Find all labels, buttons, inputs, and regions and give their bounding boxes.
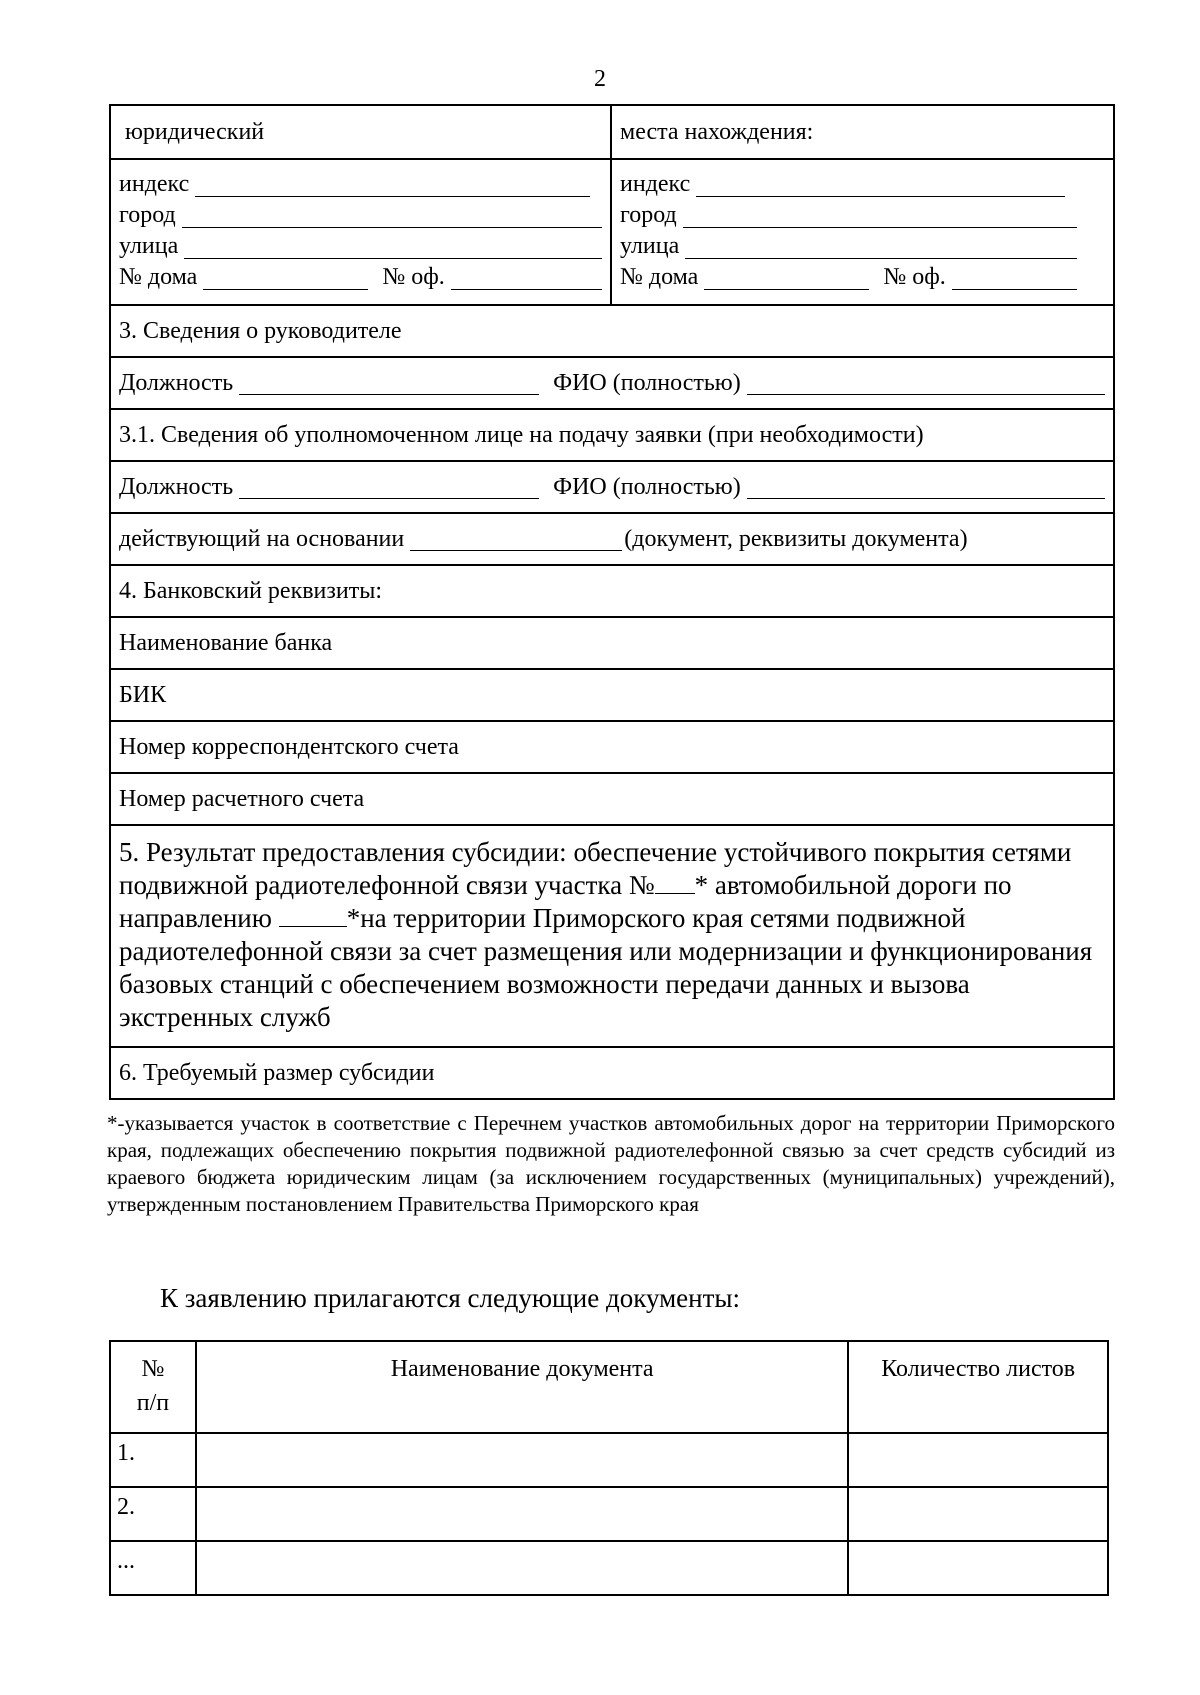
page-number: 2 [594,66,606,92]
row-name[interactable] [196,1487,848,1541]
actual-office-field[interactable] [952,267,1077,290]
section3-1-basis-row [111,512,1113,564]
section3-title: 3. Сведения о руководителе [111,304,1113,356]
actual-house-label: № дома [620,264,699,290]
row-num: 2. [110,1487,196,1541]
section3-fio-field[interactable] [747,372,1105,395]
section3-1-fields-row [111,460,1113,512]
row-count[interactable] [848,1541,1108,1595]
legal-street-field[interactable] [184,236,602,259]
section3-fio-label: ФИО (полностью) [553,369,741,396]
actual-index-label: индекс [620,171,691,197]
attachments-header-row [110,1341,1108,1433]
row-count[interactable] [848,1487,1108,1541]
legal-city-field[interactable] [182,205,602,228]
section5-text-part3: *на территории Приморского края сетями подвижной радиотелефонной связи за счет размещения или модернизации и функционирования базовых станций с обеспечением возможности передачи данных и вызова экстренных служб [119,903,1093,1032]
basis-field[interactable] [410,528,622,551]
legal-office-label: № оф. [382,264,445,290]
row-name[interactable] [196,1433,848,1487]
footnote: *-указывается участок в соответствие с Перечнем участков автомобильных дорог на территории Приморского края, подлежащих обеспечению покрытия подвижной радиотелефонной связью за счет средств субсидий из краевого бюджета юридическим лицам (за исключением государственных (муниципальных) учреждений), утвержденным постановлением Правительства Приморского края [107,1111,1115,1216]
section3-1-title: 3.1. Сведения об уполномоченном лице на подачу заявки (при необходимости) [111,408,1113,460]
table-row [110,1433,1108,1487]
actual-address-heading: места нахождения: [620,118,814,145]
section6-title: 6. Требуемый размер субсидии [111,1046,1113,1098]
section5-text-part2: * автомобильной дороги по направлению [119,870,1012,933]
header-count: Количество листов [848,1341,1108,1433]
row-count[interactable] [848,1433,1108,1487]
actual-city-field[interactable] [683,205,1077,228]
legal-office-field[interactable] [451,267,602,290]
actual-street-label: улица [620,233,680,259]
section3-position-label: Должность [119,369,234,396]
section3-1-fio-label: ФИО (полностью) [553,473,741,500]
actual-house-field[interactable] [704,267,869,290]
legal-street-label: улица [119,233,179,259]
section5-text-part1: 5. Результат предоставления субсидии: обеспечение устойчивого покрытия сетями подвижной радиотелефонной связи участка № [119,837,1072,900]
section-number-field[interactable] [655,871,695,894]
legal-index-label: индекс [119,171,190,197]
header-num: № п/п [110,1341,196,1433]
actual-office-label: № оф. [883,264,946,290]
corr-account-row: Номер корреспондентского счета [111,720,1113,772]
legal-address-fields [111,160,612,304]
section5-row [111,824,1113,1046]
address-header-row [111,106,1113,158]
row-num: ... [110,1541,196,1595]
actual-index-field[interactable] [696,174,1065,197]
address-fields-row [111,158,1113,304]
application-form-table [109,104,1115,1100]
header-name: Наименование документа [196,1341,848,1433]
section3-position-field[interactable] [239,372,539,395]
actual-address-fields [612,160,1113,304]
table-row [110,1487,1108,1541]
legal-index-field[interactable] [195,174,590,197]
basis-label: действующий на основании [119,525,405,552]
row-num: 1. [110,1433,196,1487]
bank-name-row: Наименование банка [111,616,1113,668]
account-row: Номер расчетного счета [111,772,1113,824]
basis-hint: (документ, реквизиты документа) [624,525,968,552]
section4-title: 4. Банковский реквизиты: [111,564,1113,616]
legal-house-label: № дома [119,264,198,290]
section3-1-position-field[interactable] [239,476,539,499]
actual-street-field[interactable] [685,236,1077,259]
table-row [110,1541,1108,1595]
section3-1-fio-field[interactable] [747,476,1105,499]
legal-city-label: город [119,202,176,228]
legal-house-field[interactable] [203,267,368,290]
section3-fields-row [111,356,1113,408]
section5-text [111,826,1113,1044]
row-name[interactable] [196,1541,848,1595]
direction-field[interactable] [279,904,347,927]
section3-1-position-label: Должность [119,473,234,500]
attachments-title: К заявлению прилагаются следующие документы: [160,1283,741,1313]
attachments-table [109,1340,1109,1596]
legal-address-heading: юридический [111,106,612,158]
actual-city-label: город [620,202,677,228]
bik-row: БИК [111,668,1113,720]
